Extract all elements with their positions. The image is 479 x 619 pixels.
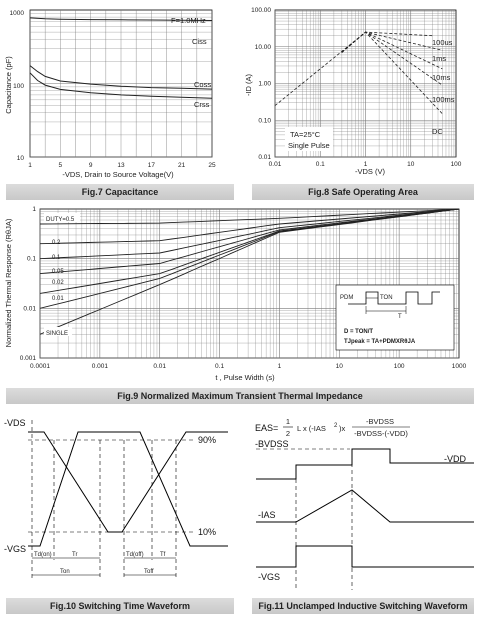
fig7-ytick-10: 10 (16, 155, 24, 162)
fig10-vds-trace (28, 432, 228, 532)
fig8-ytick: 10.00 (254, 43, 271, 51)
fig8-label-100us: 100us (432, 38, 453, 47)
fig11-eq-square: 2 (334, 423, 338, 429)
fig9-xtick: 1000 (451, 363, 467, 370)
fig10-label-ton: Ton (60, 569, 70, 575)
fig7-grid (30, 10, 212, 157)
fig9-label-002: 0.02 (52, 280, 64, 286)
fig9-ytick: 1 (32, 206, 36, 213)
fig10-label-toff: Toff (144, 569, 154, 575)
fig8-ytick: 0.10 (258, 117, 271, 125)
fig7-xtick: 21 (178, 162, 186, 169)
safe-operating-area-chart (244, 7, 474, 200)
fig11-current-trace (256, 490, 474, 522)
fig9-xtick: 1 (277, 363, 282, 370)
fig10-caption: Fig.10 Switching Time Waveform (49, 601, 191, 611)
fig8-ytick: 0.01 (258, 154, 271, 161)
fig9-inset-t: T (398, 314, 402, 320)
fig11-eq-half-num: 1 (285, 417, 291, 426)
fig7-label-coss: Coss (194, 80, 212, 89)
fig11-eq-x: )x (339, 424, 346, 433)
fig7-ylabel: Capacitance (pF) (4, 56, 13, 114)
thermal-response-chart (4, 206, 474, 404)
fig9-label-duty05: DUTY=0.5 (46, 217, 75, 223)
fig9-ytick: 0.1 (26, 255, 36, 263)
fig7-xticks (28, 162, 216, 169)
fig9-inset-duty-formula: D = TON/T (344, 329, 374, 335)
fig7-ytick-100: 100 (13, 83, 24, 90)
fig11-label-vdd: -VDD (444, 454, 466, 464)
fig8-label-1ms: 1ms (432, 54, 447, 63)
fig10-label-tdon: Td(on) (34, 552, 52, 558)
fig9-xlabel: t , Pulse Width (s) (215, 373, 275, 382)
fig9-xtick: 0.0001 (30, 363, 50, 370)
fig9-label-005: 0.05 (52, 269, 64, 275)
fig10-label-tr: Tr (72, 552, 78, 558)
fig8-yticks (251, 7, 271, 161)
fig9-xtick: 100 (393, 363, 405, 370)
fig10-label-tdoff: Td(off) (126, 552, 144, 558)
fig9-xtick: 0.01 (153, 363, 167, 370)
fig8-annotation-temp: TA=25°C (290, 130, 321, 139)
fig8-annotation-pulse: Single Pulse (288, 141, 330, 150)
fig11-vgs-trace (256, 546, 474, 567)
fig7-xtick: 13 (117, 162, 125, 169)
fig7-xtick: 5 (58, 162, 63, 169)
fig7-ytick-1000: 1000 (9, 10, 24, 17)
fig9-xticks (30, 363, 467, 370)
fig7-xtick: 1 (28, 162, 32, 169)
fig9-inset-ton: TON (380, 295, 393, 301)
fig8-caption: Fig.8 Safe Operating Area (308, 187, 418, 197)
fig8-ylabel: -ID (A) (244, 73, 253, 97)
fig8-xtick: 1 (363, 161, 368, 168)
fig9-label-01: 0.1 (52, 255, 61, 261)
fig7-xtick: 9 (88, 162, 93, 169)
fig9-ytick: 0.001 (19, 355, 36, 362)
fig9-inset (336, 285, 454, 350)
fig11-traces (256, 449, 474, 567)
fig11-eq-lterm: L x (-IAS (297, 424, 326, 433)
fig7-xtick: 17 (147, 162, 155, 169)
fig10-label-90: 90% (198, 435, 217, 445)
fig8-label-dc: DC (432, 127, 443, 136)
fig8-ytick: 100.00 (251, 7, 271, 14)
fig9-xtick: 10 (335, 363, 343, 370)
fig10-label-vgs: -VGS (4, 544, 27, 554)
fig7-frequency-note: F=1.0MHz (171, 16, 206, 25)
fig9-caption: Fig.9 Normalized Maximum Transient Thermal Impedance (117, 391, 363, 401)
fig10-label-10: 10% (198, 527, 217, 537)
fig11-label-bvdss: -BVDSS (255, 439, 289, 449)
fig9-xtick: 0.1 (215, 363, 225, 370)
fig8-ytick: 1.00 (258, 80, 271, 88)
fig11-eq-frac-num: -BVDSS (366, 417, 394, 426)
fig7-label-ciss: Ciss (192, 37, 207, 46)
switching-time-waveform (4, 418, 234, 614)
fig9-ytick: 0.01 (23, 305, 36, 313)
fig10-time-arrows (32, 558, 176, 575)
fig11-caption: Fig.11 Unclamped Inductive Switching Waveform (258, 601, 468, 611)
fig9-label-single: SINGLE (46, 331, 69, 337)
fig7-caption: Fig.7 Capacitance (81, 187, 159, 197)
fig11-vds-trace (256, 449, 474, 479)
fig11-label-ias: -IAS (258, 510, 276, 520)
fig10-label-vds: -VDS (4, 418, 26, 428)
fig11-label-vgs: -VGS (258, 572, 281, 582)
fig8-label-100ms: 100ms (432, 95, 455, 104)
fig8-xtick: 0.1 (315, 161, 325, 168)
fig10-label-tf: Tf (160, 552, 166, 558)
fig9-label-001: 0.01 (52, 296, 64, 302)
fig8-xtick: 10 (407, 161, 415, 168)
fig9-inset-pdm: PDM (340, 295, 354, 301)
fig11-eq-frac-den: -BVDSS-(-VDD) (354, 429, 408, 438)
fig9-yticks (20, 206, 37, 362)
fig8-xlabel: -VDS (V) (355, 167, 385, 176)
fig8-label-10ms: 10ms (432, 73, 451, 82)
capacitance-chart (4, 10, 234, 200)
fig8-xtick: 100 (450, 161, 462, 168)
fig9-ylabel: Normalized Thermal Response (RθJA) (4, 218, 13, 348)
uis-waveform (252, 417, 474, 614)
fig9-xtick: 0.001 (91, 363, 108, 370)
fig9-inset-tj-formula: TJpeak = TA+PDMXRθJA (344, 339, 416, 345)
fig7-xtick: 25 (208, 162, 216, 169)
fig9-label-02: 0.2 (52, 240, 61, 246)
fig7-label-crss: Crss (194, 100, 210, 109)
fig7-xlabel: -VDS, Drain to Source Voltage(V) (62, 170, 174, 179)
fig10-guides (28, 420, 196, 580)
fig11-eq-eas: EAS= (255, 423, 279, 433)
fig11-eq-half-den: 2 (285, 429, 291, 438)
fig8-xtick: 0.01 (268, 161, 282, 168)
